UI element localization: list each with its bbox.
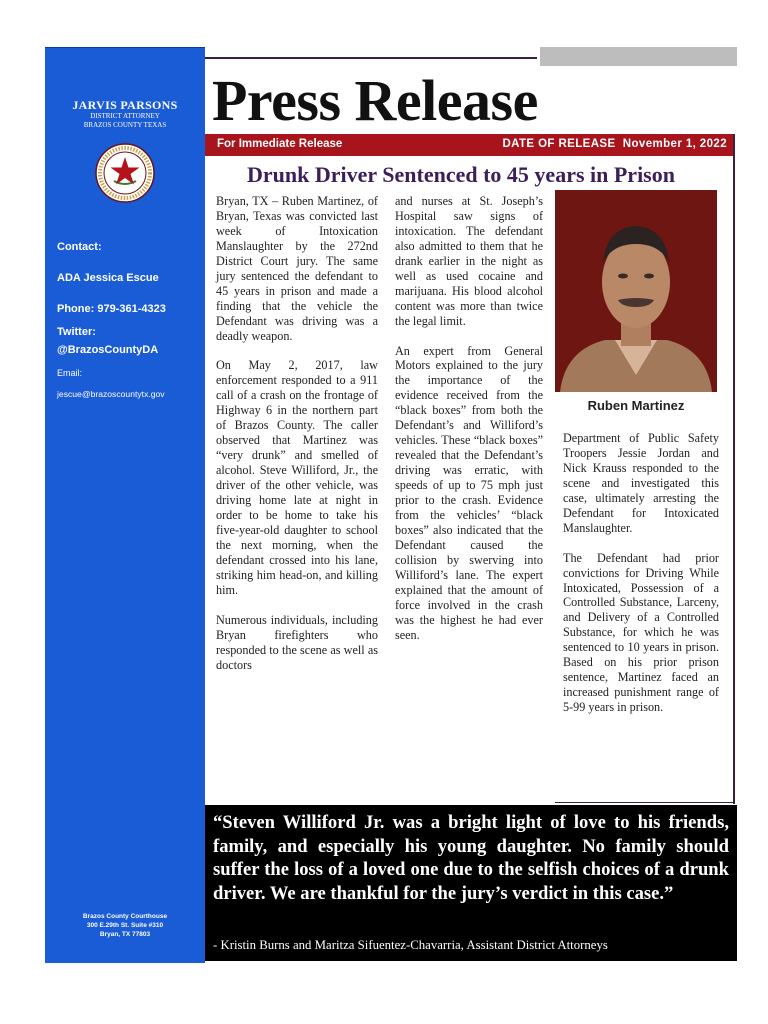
county-title: BRAZOS COUNTY TEXAS xyxy=(83,121,167,129)
paragraph: An expert from General Motors explained to the jury the importance of the evidence received from the “black boxes” from both the Defendant’s and Williford’s vehicles. These “black boxes” revealed that the Defendant’s driving was erratic, with speeds of up to 75 mph just prior to the crash. Evidence from the vehicles’ “black boxes” also indicated that the Defendant caused the collision by swerving into Williford’s lane. The expert explained that the amount of force involved in the crash was the highest he had ever seen. xyxy=(395,343,543,642)
release-type: For Immediate Release xyxy=(217,138,343,150)
sidebar xyxy=(45,47,205,963)
frame-right-border xyxy=(733,134,735,804)
article-column-3 xyxy=(563,431,719,730)
paragraph: On May 2, 2017, law enforcement responded to a 911 call of a crash on the frontage of Highway 6 in the northern part of Brazos County. The caller observed that Martinez was “very drunk” and smelled of alcohol. Steve Williford, Jr., the driver of the other vehicle, was driving home late at night in order to be home to take his five-year-old daughter to school the next morning, when the defendant crossed into his lane, striking him head-on, and killing him. xyxy=(216,358,378,597)
district-attorney-name: JARVIS PARSONS xyxy=(72,98,178,112)
da-title: DISTRICT ATTORNEY xyxy=(90,112,160,120)
address-line-3: Bryan, TX 77803 xyxy=(99,931,151,938)
paragraph: Numerous individuals, including Bryan firefighters who responded to the scene as well as doctors xyxy=(216,612,378,672)
top-gray-block xyxy=(540,47,737,66)
defendant-photo xyxy=(555,190,717,392)
twitter-label: Twitter: xyxy=(57,326,96,338)
release-date-value: November 1, 2022 xyxy=(622,138,727,150)
contact-heading: Contact: xyxy=(57,241,102,253)
paragraph: Bryan, TX – Ruben Martinez, of Bryan, Texas was convicted last week of Intoxication Manslaughter by the 272nd District Court jury. The same jury sentenced the defendant to 45 years in prison and made a finding that the vehicle the Defendant was driving was a deadly weapon. xyxy=(216,194,378,343)
quote-box xyxy=(205,805,737,961)
address-line-2: 300 E.29th St. Suite #310 xyxy=(86,922,164,929)
page-title: Press Release xyxy=(212,68,538,133)
quote-text: “Steven Williford Jr. was a bright light of love to his friends, family, and especially his young daughter. No family should suffer the loss of a loved one due to the selfish choices of a drunk driver. We are thankful for the jury’s verdict in this case.” xyxy=(213,812,729,904)
paragraph: The Defendant had prior convictions for Driving While Intoxicated, Possession of a Controlled Substance, Larceny, and Delivery of a Controlled Substance, for which he was sentenced to 10 years in prison. Based on his prior prison sentence, Martinez faced an increased punishment range of 5-99 years in prison. xyxy=(563,550,719,715)
release-banner xyxy=(205,134,735,156)
photo-caption: Ruben Martinez xyxy=(587,398,685,413)
contact-phone: Phone: 979-361-4323 xyxy=(57,303,166,315)
contact-name: ADA Jessica Escue xyxy=(57,272,159,284)
paragraph: Department of Public Safety Troopers Jessie Jordan and Nick Krauss responded to the scene and investigated this case, ultimately arresting the Defendant for Intoxicated Manslaughter. xyxy=(563,431,719,535)
release-date-label: DATE OF RELEASE xyxy=(502,138,616,150)
paragraph: and nurses at St. Joseph’s Hospital saw signs of intoxication. The defendant also admitted to them that he drank earlier in the night as well as used cocaine and marijuana. His blood alcohol content was more than twice the legal limit. xyxy=(395,194,543,328)
top-rule xyxy=(205,57,537,59)
article-headline: Drunk Driver Sentenced to 45 years in Prison xyxy=(247,162,675,187)
release-date xyxy=(502,138,727,150)
article-column-2 xyxy=(395,194,543,658)
address-line-1: Brazos County Courthouse xyxy=(82,913,168,920)
twitter-handle[interactable]: @BrazosCountyDA xyxy=(57,344,159,356)
email-label: Email: xyxy=(57,368,83,378)
email-address[interactable]: jescue@brazoscountytx.gov xyxy=(57,389,165,399)
article-column-1 xyxy=(216,194,378,687)
frame-bottom-border xyxy=(555,802,735,803)
quote-attribution: - Kristin Burns and Maritza Sifuentez-Chavarria, Assistant District Attorneys xyxy=(213,938,608,952)
county-seal-icon xyxy=(95,143,155,203)
